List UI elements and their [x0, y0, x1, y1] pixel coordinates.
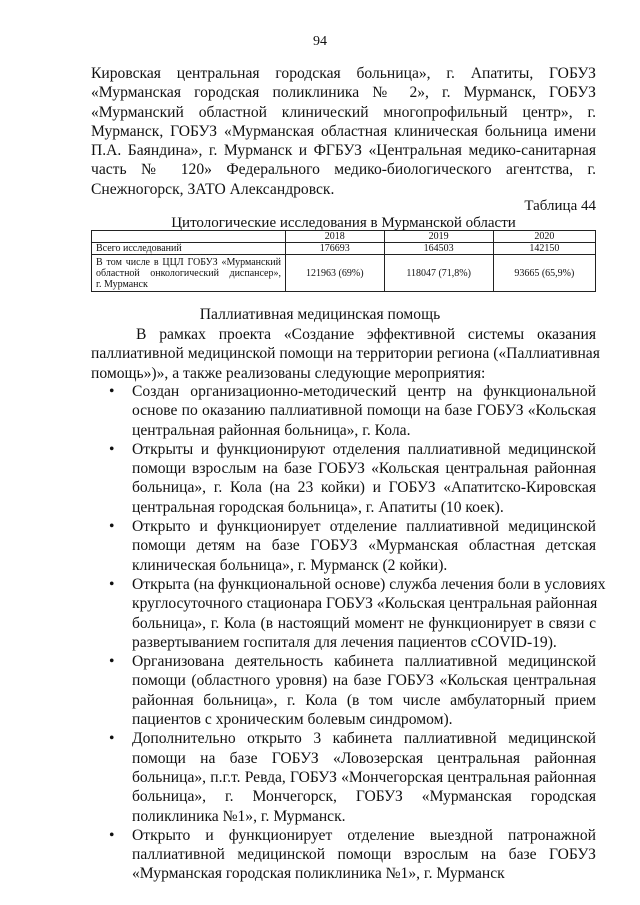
list-item-line: Создан организационно-методический центр на функциональной [132, 383, 596, 400]
section-title: Паллиативная медицинская помощь [199, 306, 441, 323]
table-row-label-line: г. Мурманск [96, 278, 148, 290]
table-label: Таблица 44 [524, 198, 596, 214]
measures-list [0, 382, 640, 884]
table-year-header: 2018 [286, 231, 385, 243]
table-row-label-line: областной онкологический диспансер», [96, 267, 281, 279]
intro-line: П.А. Баяндина», г. Мурманск и ФГБУЗ «Центральная медико-санитарная [91, 142, 596, 160]
bullet-icon: • [109, 440, 115, 458]
bullet-icon: • [109, 826, 115, 844]
list-item [109, 729, 596, 825]
paragraph-line: помощь»)», а также реализованы следующие мероприятия: [91, 364, 486, 382]
table-cell: 142150 [493, 243, 595, 255]
list-item-line: помощи взрослым на базе ГОБУЗ «Кольская центральная районная [132, 460, 596, 478]
list-item [109, 382, 596, 440]
section-paragraph [91, 325, 600, 383]
list-item-line: помощи (областного уровня) на базе ГОБУЗ «Кольская центральная [132, 672, 596, 690]
bullet-icon: • [109, 653, 115, 671]
bullet-icon: • [109, 518, 115, 536]
list-item-line: Открыты и функционируют отделения паллиативной медицинской [132, 440, 596, 458]
list-item-line: Организована деятельность кабинета паллиативной медицинской [132, 653, 596, 671]
intro-line: «Мурманский областной клинический многопрофильный центр», г. [91, 103, 596, 121]
list-item [109, 575, 606, 652]
list-item-line: помощи детям на базе ГОБУЗ «Мурманская областная детская [132, 537, 596, 555]
table-row [92, 255, 596, 292]
bullet-icon: • [109, 575, 115, 593]
list-item-line: центральная районная больница», г. Кола. [132, 421, 411, 439]
list-item-line: поликлиника №1», г. Мурманск. [132, 807, 346, 825]
cytology-table [91, 230, 596, 292]
table-cell: 118047 (71,8%) [384, 255, 493, 292]
table-header-row [92, 231, 596, 243]
list-item-line: круглосуточного стационара ГОБУЗ «Кольская центральная районная [132, 595, 598, 613]
intro-line: Кировская центральная городская больница», г. Апатиты, ГОБУЗ [91, 65, 596, 82]
table-cell: 121963 (69%) [286, 255, 385, 292]
intro-line: Снежногорск, ЗАТО Александровск. [91, 180, 335, 198]
list-item-line: Открыто и функционирует отделение выездной патронажной [132, 826, 596, 844]
table-cell: 176693 [286, 243, 385, 255]
intro-line: Мурманск, ГОБУЗ «Мурманская областная клиническая больница имени [91, 122, 596, 140]
list-item [109, 652, 596, 729]
intro-paragraph [91, 64, 596, 199]
list-item-line: Открыта (на функциональной основе) служба лечения боли в условиях [132, 575, 606, 593]
list-item-line: центральная городская больница», г. Апатиты (10 коек). [132, 498, 504, 516]
bullet-icon: • [109, 383, 115, 400]
list-item-line: Дополнительно открыто 3 кабинета паллиативной медицинской [132, 730, 596, 748]
list-item-line: развертыванием госпиталя для лечения пациентов сCOVID-19). [132, 633, 557, 651]
table-cell: 164503 [384, 243, 493, 255]
list-item-line: Открыто и функционирует отделение паллиативной медицинской [132, 518, 596, 536]
paragraph-line: В рамках проекта «Создание эффективной системы оказания [136, 326, 596, 343]
table-row-label: Всего исследований [92, 243, 286, 255]
table-cell: 93665 (65,9%) [493, 255, 595, 292]
table-row-label-line: В том числе в ЦЦЛ ГОБУЗ «Мурманский [96, 256, 281, 268]
intro-line: часть № 120» Федерального медико-биологического агентства, г. [91, 161, 596, 179]
list-item-line: паллиативной медицинской помощи взрослым на базе ГОБУЗ [132, 846, 596, 864]
list-item-line: районная больница», г. Кола (в том числе амбулаторный прием [132, 691, 596, 709]
list-item-line: больница», г. Кола (на 23 койки) и ГОБУЗ «Апатитско-Кировская [132, 479, 596, 497]
table-row [92, 243, 596, 255]
list-item [109, 517, 596, 575]
table-year-header: 2020 [493, 231, 595, 243]
list-item-line: больница», п.г.т. Ревда, ГОБУЗ «Мончегорская центральная районная [132, 768, 596, 786]
page-number: 94 [313, 34, 327, 49]
list-item-line: помощи на базе ГОБУЗ «Ловозерская центральная районная [132, 749, 596, 767]
list-item-line: пациентов с хроническим болевым синдромом). [132, 711, 453, 729]
list-item-line: клиническая больница», г. Мурманск (2 койки). [132, 556, 448, 574]
bullet-icon: • [109, 730, 115, 748]
table-year-header: 2019 [384, 231, 493, 243]
table-row-label [92, 255, 286, 292]
list-item [109, 826, 596, 884]
intro-line: «Мурманская городская поликлиника № 2», г. Мурманск, ГОБУЗ [91, 84, 596, 102]
list-item-line: больница», г. Кола (в настоящий момент не функционирует в связи с [132, 614, 596, 632]
table-corner-cell [92, 231, 286, 243]
list-item-line: больница», г. Мончегорск, ГОБУЗ «Мурманская городская [132, 788, 596, 806]
list-item [109, 440, 596, 517]
list-item-line: «Мурманская городская поликлиника №1», г. Мурманск [132, 865, 505, 883]
paragraph-line: паллиативной медицинской помощи на территории региона («Паллиативная [91, 345, 600, 363]
table-title: Цитологические исследования в Мурманской области [171, 215, 516, 231]
list-item-line: основе по оказанию паллиативной помощи на базе ГОБУЗ «Кольская [132, 402, 596, 420]
